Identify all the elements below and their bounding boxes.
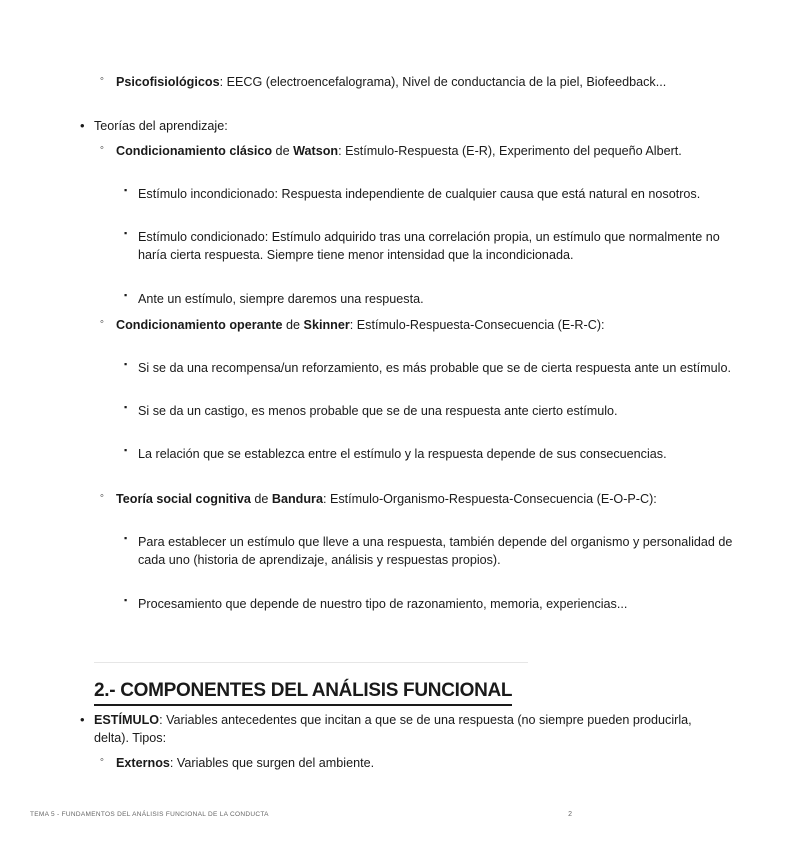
list-item	[0, 142, 788, 160]
item-text: Si se da un castigo, es menos probable que se de una respuesta ante cierto estímulo.	[138, 404, 618, 418]
item-text: Si se da una recompensa/un reforzamiento, es más probable que se de cierta respuesta ante un estímulo.	[138, 361, 731, 375]
term-bold: Condicionamiento operante	[116, 318, 283, 332]
term-bold: Condicionamiento clásico	[116, 144, 273, 158]
list-item	[0, 445, 810, 463]
square-bullet-icon: ▪	[124, 228, 128, 238]
list-item	[0, 711, 766, 747]
term-bold: Psicofisiológicos	[116, 75, 220, 89]
item-text: : EECG (electroencefalograma), Nivel de conductancia de la piel, Biofeedback...	[219, 75, 667, 89]
square-bullet-icon: ▪	[124, 595, 128, 605]
circle-bullet-icon: ◦	[100, 142, 104, 154]
author-bold: Bandura	[271, 492, 323, 506]
list-item	[0, 290, 810, 308]
list-item	[0, 316, 788, 334]
footer-title: TEMA 5 - FUNDAMENTOS DEL ANÁLISIS FUNCIONAL DE LA CONDUCTA	[30, 811, 269, 818]
list-item	[0, 73, 788, 91]
author-bold: Watson	[293, 144, 339, 158]
list-item	[0, 117, 766, 135]
circle-bullet-icon: ◦	[100, 754, 104, 766]
section-heading: 2.- COMPONENTES DEL ANÁLISIS FUNCIONAL	[94, 679, 512, 706]
item-text: Ante un estímulo, siempre daremos una respuesta.	[138, 292, 424, 306]
connector-text: de	[282, 318, 304, 332]
item-text: Teorías del aprendizaje:	[94, 119, 228, 133]
author-bold: Skinner	[303, 318, 350, 332]
square-bullet-icon: ▪	[124, 533, 128, 543]
item-text: Estímulo condicionado: Estímulo adquirido tras una correlación propia, un estímulo que normalmente no haría cierta respuesta. Siempre tiene menor intensidad que la incondicionada.	[138, 230, 720, 262]
item-text: Para establecer un estímulo que lleve a una respuesta, también depende del organismo y personalidad de cada uno (historia de aprendizaje, análisis y respuestas propios).	[138, 535, 733, 567]
list-item	[0, 595, 810, 613]
circle-bullet-icon: ◦	[100, 316, 104, 328]
disc-bullet-icon: •	[80, 712, 85, 727]
square-bullet-icon: ▪	[124, 402, 128, 412]
list-item	[0, 228, 810, 264]
term-bold: Externos	[116, 756, 170, 770]
square-bullet-icon: ▪	[124, 290, 128, 300]
list-item	[0, 185, 810, 203]
section-divider	[94, 662, 528, 663]
square-bullet-icon: ▪	[124, 445, 128, 455]
list-item	[0, 754, 788, 772]
connector-text: de	[272, 144, 294, 158]
item-text: La relación que se establezca entre el estímulo y la respuesta depende de sus consecuencias.	[138, 447, 667, 461]
item-text: : Variables antecedentes que incitan a que se de una respuesta (no siempre pueden producirla, delta). Tipos:	[94, 713, 692, 745]
list-item	[0, 533, 810, 569]
item-text: : Estímulo-Organismo-Respuesta-Consecuencia (E-O-P-C):	[322, 492, 657, 506]
circle-bullet-icon: ◦	[100, 490, 104, 502]
list-item	[0, 490, 788, 508]
term-bold: Teoría social cognitiva	[116, 492, 251, 506]
connector-text: de	[250, 492, 272, 506]
page-number: 2	[568, 811, 572, 818]
item-text: Estímulo incondicionado: Respuesta independiente de cualquier causa que está natural en nosotros.	[138, 187, 701, 201]
circle-bullet-icon: ◦	[100, 73, 104, 85]
disc-bullet-icon: •	[80, 118, 85, 133]
term-bold: ESTÍMULO	[94, 713, 160, 727]
square-bullet-icon: ▪	[124, 185, 128, 195]
item-text: : Estímulo-Respuesta-Consecuencia (E-R-C):	[349, 318, 605, 332]
list-item	[0, 402, 810, 420]
item-text: : Estímulo-Respuesta (E-R), Experimento del pequeño Albert.	[338, 144, 682, 158]
item-text: : Variables que surgen del ambiente.	[169, 756, 375, 770]
list-item	[0, 359, 810, 377]
item-text: Procesamiento que depende de nuestro tipo de razonamiento, memoria, experiencias...	[138, 597, 628, 611]
square-bullet-icon: ▪	[124, 359, 128, 369]
